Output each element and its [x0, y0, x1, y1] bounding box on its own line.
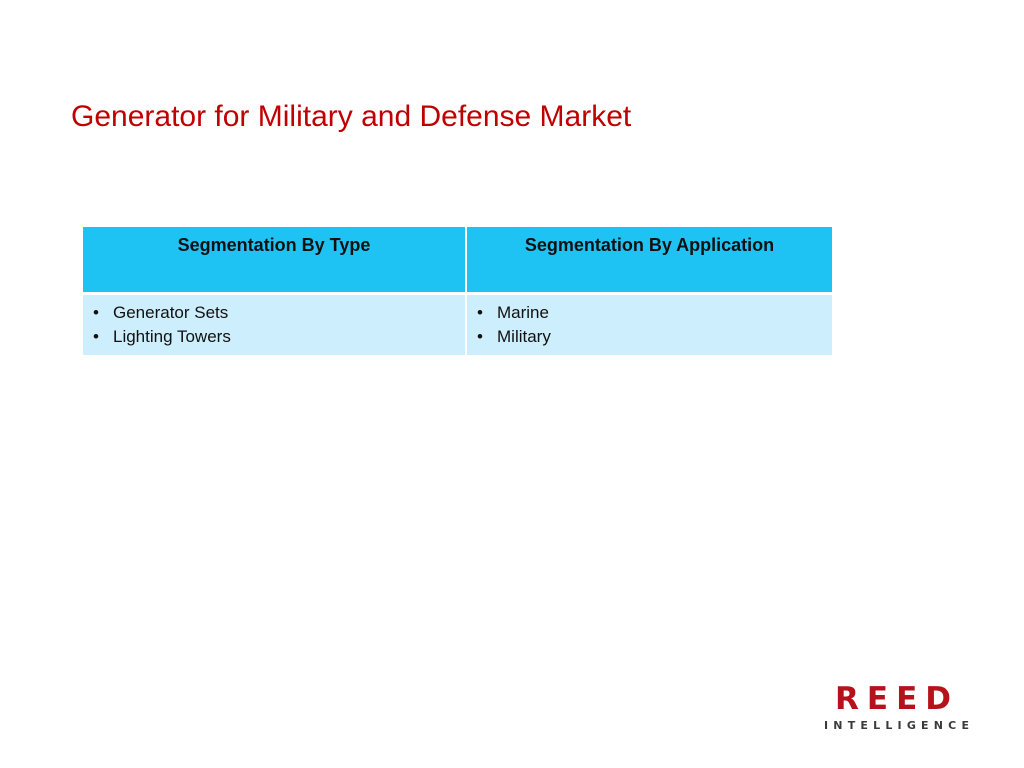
bullet-icon: • [93, 302, 99, 322]
list-item [93, 325, 455, 349]
table-row [83, 293, 832, 355]
type-list [93, 301, 455, 349]
reed-intelligence-logo [818, 681, 975, 733]
type-cell [83, 293, 466, 355]
list-item [477, 325, 822, 349]
segmentation-table [83, 227, 832, 355]
logo-subtitle: INTELLIGENCE [824, 719, 975, 732]
header-segmentation-type: Segmentation By Type [83, 227, 466, 293]
application-cell [466, 293, 832, 355]
list-item-label: Military [497, 326, 551, 346]
bullet-icon: • [477, 326, 483, 346]
list-item-label: Lighting Towers [113, 326, 231, 346]
logo-wordmark: REED [835, 681, 959, 717]
slide-title: Generator for Military and Defense Market [71, 100, 632, 133]
list-item-label: Generator Sets [113, 302, 229, 322]
application-list [477, 301, 822, 349]
list-item-label: Marine [497, 302, 549, 322]
header-segmentation-application: Segmentation By Application [466, 227, 832, 293]
bullet-icon: • [477, 302, 483, 322]
table-header-row [83, 227, 832, 293]
list-item [93, 301, 455, 325]
list-item [477, 301, 822, 325]
bullet-icon: • [93, 326, 99, 346]
